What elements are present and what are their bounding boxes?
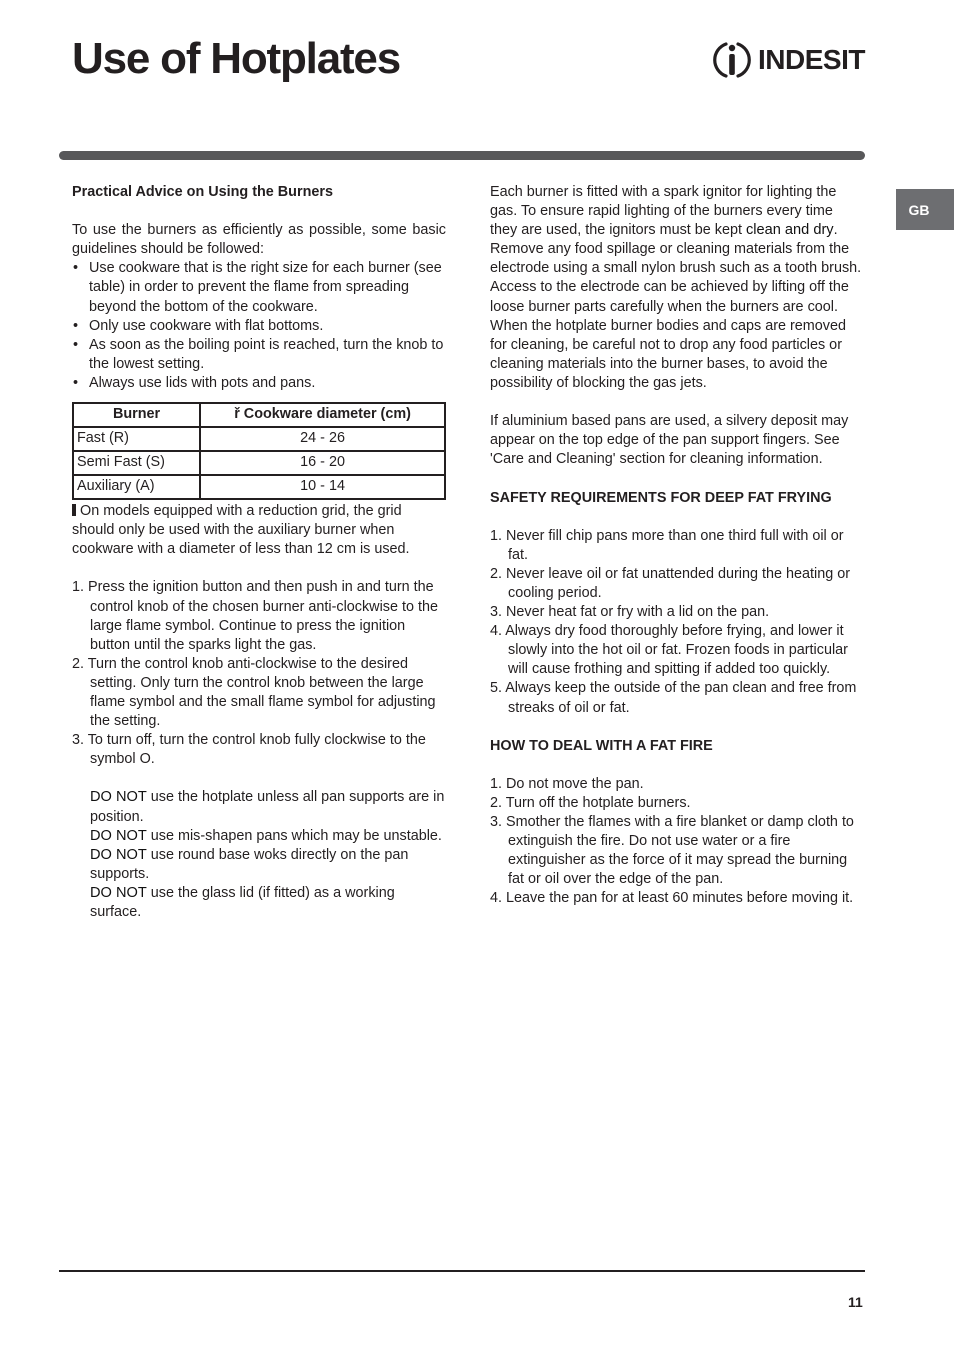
column-header-burner: Burner <box>73 403 200 427</box>
fat-fire-list <box>490 775 864 909</box>
burner-name-cell: Fast (R) <box>73 427 200 451</box>
warning-icon <box>72 504 76 516</box>
list-item: • Use cookware that is the right size for each burner (see table) in order to prevent the flame from spreading beyond the bottom of the cookware. <box>72 259 446 316</box>
list-item: 2. Never leave oil or fat unattended during the heating or cooling period. <box>490 565 851 601</box>
brand-name: INDESIT <box>758 44 865 75</box>
reduction-grid-note <box>72 502 446 559</box>
list-item: 3. Smother the flames with a fire blanket or damp cloth to extinguish the fire. Do not use water or a fire extinguisher as the force of it may spread the burning fat or oil over the edge of the pan. <box>490 814 854 888</box>
diameter-cell: 24 - 26 <box>200 427 445 451</box>
burner-name-cell: Semi Fast (S) <box>73 451 200 475</box>
page-number: 11 <box>848 1294 863 1310</box>
do-not-list <box>72 788 446 922</box>
table-row <box>73 451 445 475</box>
left-column <box>72 183 446 922</box>
list-item <box>90 788 446 826</box>
step-text: 3. To turn off, turn the control knob fully clockwise to the symbol <box>72 732 426 768</box>
language-tab: GB <box>896 189 954 230</box>
indesit-logo <box>712 38 865 82</box>
paragraph-text: . Remove any food spillage or cleaning materials from the electrode using a small nylon brush such as a tooth brush. Access to the electrode can be achieved by lifting off the loose burner parts carefully when the burners are cool. When the hotplate burner bodies and caps are removed for cleaning, be careful not to drop any food particles or cleaning materials into the burner bases, to avoid the possibility of blocking the gas jets. <box>490 222 862 391</box>
list-item: 5. Always keep the outside of the pan clean and free from streaks of oil or fat. <box>490 680 857 716</box>
do-not-keyword: DO NOT <box>90 846 147 863</box>
diameter-cell: 10 - 14 <box>200 475 445 499</box>
fat-fire-heading: HOW TO DEAL WITH A FAT FIRE <box>490 737 713 754</box>
list-item: 4. Leave the pan for at least 60 minutes before moving it. <box>490 890 854 907</box>
page-title: Use of Hotplates <box>72 34 400 83</box>
list-item: 3. Never heat fat or fry with a lid on the pan. <box>490 604 770 621</box>
table-row <box>73 427 445 451</box>
right-column <box>490 183 864 909</box>
list-item: • Always use lids with pots and pans. <box>72 374 446 393</box>
list-item: 4. Always dry food thoroughly before frying, and lower it slowly into the hot oil or fat. Frozen foods in particular will cause frothing and spitting if added too quickly. <box>490 623 848 678</box>
table-row <box>73 475 445 499</box>
do-not-text: use the hotplate unless all pan supports are in position. <box>90 789 445 825</box>
do-not-text: use mis-shapen pans which may be unstable. <box>146 827 442 844</box>
do-not-text: use the glass lid (if fitted) as a working surface. <box>90 884 395 920</box>
safety-heading: SAFETY REQUIREMENTS FOR DEEP FAT FRYING <box>490 489 832 506</box>
header-bar <box>59 151 865 160</box>
list-item: • Only use cookware with flat bottoms. <box>72 317 446 336</box>
list-item: 1. Do not move the pan. <box>490 775 644 792</box>
footer-rule <box>59 1270 865 1272</box>
ignitor-paragraph <box>490 183 864 393</box>
do-not-text: use round base woks directly on the pan supports. <box>90 846 409 882</box>
paragraph-text: Each burner is fitted with a spark ignitor for lighting the gas. To ensure rapid lighting of the burners every time they are used, the ignitors must be kept <box>490 184 837 239</box>
list-item: • As soon as the boiling point is reached, turn the knob to the lowest setting. <box>72 336 446 374</box>
column-header-diameter: ř Cookware diameter (cm) <box>200 403 445 427</box>
note-text: On models equipped with a reduction grid, the grid should only be used with the auxiliary burner when cookware with a diameter of less than 12 cm is used. <box>72 503 410 558</box>
list-item <box>90 884 446 922</box>
ignition-steps <box>72 578 446 769</box>
do-not-keyword: DO NOT <box>90 789 147 806</box>
list-item: 2. Turn the control knob anti-clockwise to the desired setting. Only turn the control knob between the large flame symbol and the small flame symbol for adjusting the setting. <box>72 655 436 730</box>
do-not-keyword: DO NOT <box>90 884 147 901</box>
burner-table <box>72 402 446 500</box>
burner-name-cell: Auxiliary (A) <box>73 475 200 499</box>
indesit-logo-icon <box>712 38 752 82</box>
table-header-row <box>73 403 445 427</box>
off-symbol: O <box>139 751 151 768</box>
emphasis-text: clean and dry <box>745 222 834 239</box>
aluminium-paragraph: If aluminium based pans are used, a silvery deposit may appear on the top edge of the pan support fingers. See 'Care and Cleaning' section for cleaning information. <box>490 413 849 468</box>
list-item: 3. To turn off, turn the control knob fully clockwise to the symbol O. <box>72 732 426 768</box>
safety-list <box>490 527 864 718</box>
list-item: 1. Press the ignition button and then push in and turn the control knob of the chosen burner anti-clockwise to the large flame symbol. Continue to press the ignition button until the sparks light the gas. <box>72 579 438 653</box>
list-item: 1. Never fill chip pans more than one third full with oil or fat. <box>490 527 844 563</box>
diameter-cell: 16 - 20 <box>200 451 445 475</box>
list-item <box>90 827 446 846</box>
burners-intro: To use the burners as efficiently as possible, some basic guidelines should be followed: <box>72 222 446 258</box>
burner-tips-list <box>72 259 446 393</box>
burners-advice-heading: Practical Advice on Using the Burners <box>72 184 333 200</box>
list-item <box>90 846 446 884</box>
do-not-keyword: DO NOT <box>90 827 147 844</box>
list-item: 2. Turn off the hotplate burners. <box>490 795 691 811</box>
